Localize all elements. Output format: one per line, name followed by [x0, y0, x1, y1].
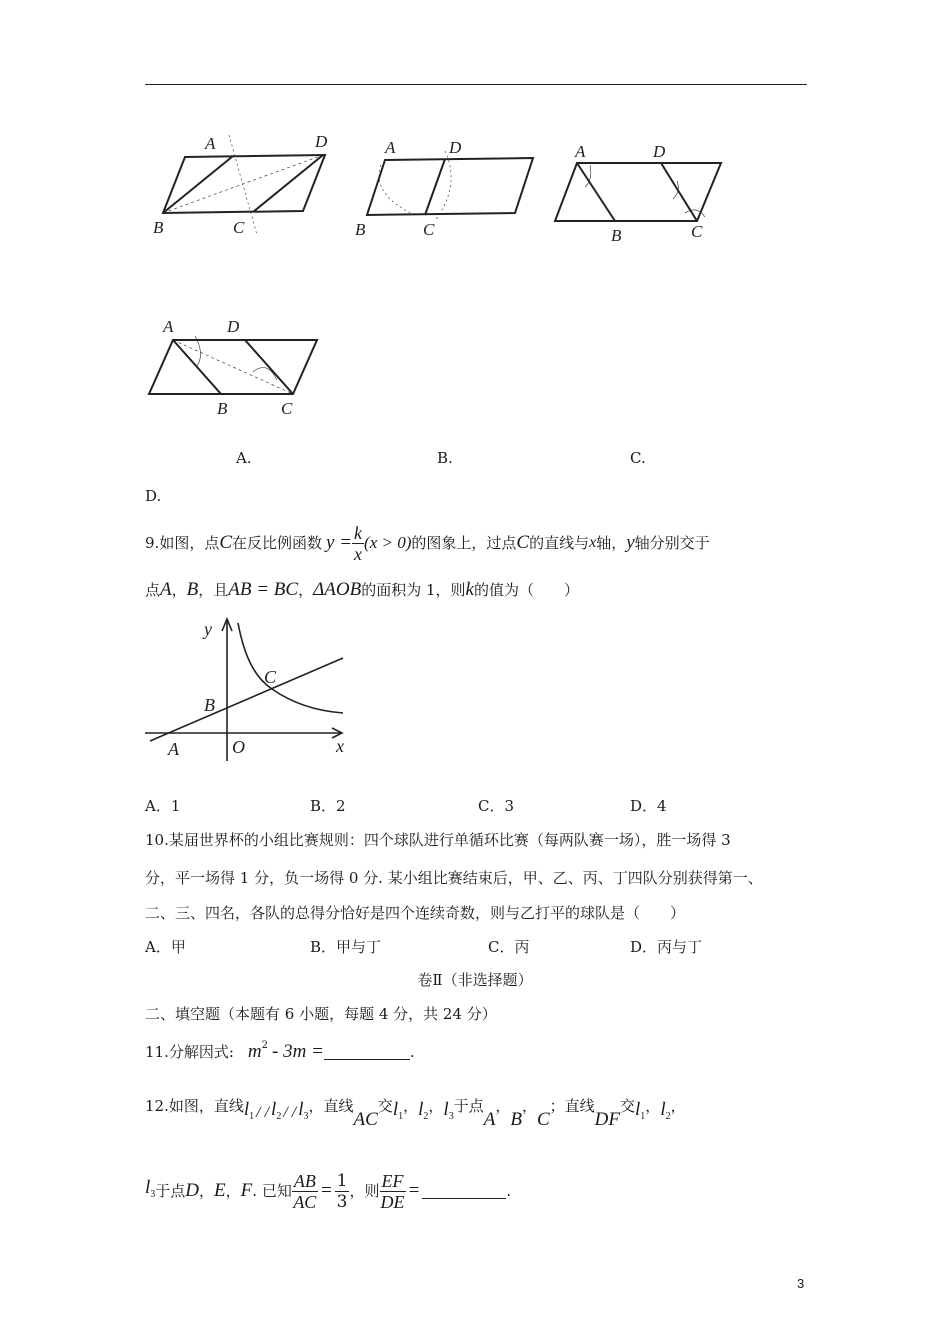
graph-label-b: B — [204, 695, 215, 715]
q9-func-y: y = — [326, 532, 353, 553]
q9-text: 的图象上，过点 — [411, 534, 517, 552]
q9-text: 在反比例函数 — [232, 534, 323, 552]
fig-b-label-d: D — [449, 138, 462, 157]
q11-expr-exponent: 2 — [261, 1040, 269, 1051]
q8-option-c: C. — [630, 449, 646, 467]
frac-num: EF — [381, 1170, 404, 1191]
q9-line-1 — [145, 520, 710, 566]
q12-text: ， — [403, 1097, 419, 1115]
frac-den: DE — [380, 1191, 405, 1212]
fig-b-label-b: B — [355, 220, 366, 239]
sub: 2 — [276, 1110, 282, 1122]
q12-text: ， — [308, 1097, 324, 1115]
frac-num: 1 — [336, 1170, 348, 1191]
q10-option-c: C．丙 — [488, 938, 530, 956]
hyperbola — [238, 623, 343, 713]
frac-num: AB — [293, 1170, 316, 1191]
q9-text: 的直线与 — [529, 534, 590, 552]
q12-end: . — [506, 1182, 512, 1200]
q12-equals: = — [407, 1180, 421, 1201]
q12-text: 直线 — [564, 1097, 595, 1115]
q9-text: ， — [298, 581, 314, 599]
q12-l3 — [298, 1100, 308, 1127]
q12-l1b — [393, 1100, 403, 1127]
q9-func-cond: (x > 0) — [364, 533, 412, 552]
q12-equals: = — [319, 1180, 333, 1201]
line-ac — [150, 658, 343, 741]
line-l: l — [443, 1098, 449, 1120]
frac-den: AC — [293, 1191, 317, 1212]
q9-option-a: A．1 — [145, 797, 181, 815]
q9-text: 的值为（ ） — [473, 581, 579, 599]
fig-c-label-c: C — [691, 222, 703, 241]
q9-text: ，且 — [198, 581, 229, 599]
q12-point-e: E — [214, 1180, 226, 1201]
sub: 2 — [665, 1110, 671, 1122]
line-l: l — [392, 1098, 399, 1120]
q9-text: 点 — [145, 581, 161, 599]
q12-text: ， — [428, 1097, 444, 1115]
q12-text: 交 — [377, 1097, 393, 1115]
q12-frac-one-third — [335, 1171, 350, 1212]
q12-point-d: D — [185, 1180, 200, 1201]
q9-var-c: C — [219, 532, 233, 553]
q12-l3c — [145, 1178, 155, 1205]
q12-text: 直线 — [323, 1097, 354, 1115]
q12-point-f: F — [240, 1180, 253, 1201]
q10-line-3: 二、三、四名，各队的总得分恰好是四个连续奇数，则与乙打平的球队是（ ） — [145, 904, 686, 922]
q9-triangle: ΔAOB — [313, 579, 362, 600]
line-l: l — [635, 1098, 641, 1120]
q12-l2b — [418, 1100, 428, 1127]
q12-line-1 — [145, 1096, 686, 1130]
q9-text: ， — [171, 581, 187, 599]
fig-c-label-a: A — [575, 142, 586, 161]
fig-a-label-d: D — [315, 132, 328, 151]
sub: 2 — [423, 1110, 429, 1122]
q12-point-b: B — [510, 1109, 522, 1130]
q12-l2c — [660, 1100, 670, 1127]
q9-option-d: D．4 — [630, 797, 667, 815]
graph-label-o: O — [232, 737, 245, 757]
q10-option-a: A．甲 — [145, 938, 186, 956]
fig-a-label-a: A — [205, 134, 216, 153]
sub: 3 — [448, 1110, 454, 1122]
graph-label-y: y — [204, 619, 212, 639]
q12-frac-ab-ac — [292, 1171, 318, 1212]
q12-line-2 — [145, 1166, 511, 1216]
q8-option-a: A. — [236, 449, 252, 467]
q12-text: ； — [549, 1097, 565, 1115]
fig-b-label-a: A — [385, 138, 396, 157]
q11-expr-m: m — [247, 1041, 262, 1062]
frac-den: x — [354, 543, 363, 564]
q12-text: ，则 — [349, 1182, 380, 1200]
q9-var-k: k — [465, 579, 474, 600]
q12-l1c — [635, 1100, 645, 1127]
q12-text: ， — [199, 1182, 215, 1200]
figure-option-d — [145, 310, 345, 420]
line-l: l — [145, 1176, 151, 1198]
q12-l2 — [271, 1100, 281, 1127]
fill-in-header: 二、填空题（本题有 6 小题，每题 4 分，共 24 分） — [145, 1005, 497, 1023]
fig-d-label-d: D — [227, 317, 240, 336]
q11-answer-blank[interactable] — [324, 1045, 410, 1060]
q12-text: 于点 — [453, 1097, 484, 1115]
q9-var-y: y — [626, 532, 635, 553]
q11-end: . — [409, 1043, 415, 1061]
q9-option-b: B．2 — [310, 797, 346, 815]
q9-text: 如图，点 — [159, 534, 220, 552]
q12-text: ， — [670, 1097, 686, 1115]
q12-parallel: / / — [283, 1104, 297, 1121]
q9-var-b: B — [186, 579, 199, 600]
frac-den: 3 — [336, 1191, 348, 1212]
q11-label: 11.分解因式: — [145, 1043, 234, 1061]
q12-l3b — [443, 1100, 453, 1127]
q9-text: 轴， — [596, 534, 627, 552]
q8-figure-row — [145, 125, 745, 245]
q9-eq-ab: AB = BC — [228, 579, 299, 600]
q11-line — [145, 1037, 415, 1067]
q10-line-1: 10.某届世界杯的小组比赛规则：四个球队进行单循环比赛（每两队赛一场），胜一场得 3 — [145, 831, 731, 849]
line-l: l — [418, 1098, 424, 1120]
q12-text: ， — [521, 1097, 537, 1115]
sub: 3 — [303, 1110, 309, 1122]
fig-d-label-c: C — [281, 399, 293, 418]
q12-point-a: A — [483, 1109, 496, 1130]
fig-d-label-a: A — [163, 317, 174, 336]
q12-l1 — [244, 1100, 254, 1127]
line-l: l — [660, 1098, 666, 1120]
frac-num: k — [354, 522, 363, 543]
line-l: l — [243, 1098, 250, 1120]
q12-point-c: C — [536, 1109, 550, 1130]
q12-df: DF — [594, 1109, 620, 1130]
q9-text: 轴分别交于 — [634, 534, 710, 552]
q11-expr-rest: - 3m = — [272, 1041, 324, 1062]
q8-option-d: D. — [145, 487, 162, 505]
q9-var-c2: C — [516, 532, 530, 553]
q10-line-2: 分，平一场得 1 分，负一场得 0 分. 某小组比赛结束后，甲、乙、丙、丁四队分别获得第一、 — [145, 869, 763, 887]
q12-text: 于点 — [155, 1182, 186, 1200]
fig-a-label-c: C — [233, 218, 245, 237]
figure-option-c — [555, 142, 721, 245]
q9-option-c: C．3 — [478, 797, 515, 815]
q12-text: ， — [225, 1182, 241, 1200]
q10-option-b: B．甲与丁 — [310, 938, 382, 956]
q9-text: 的面积为 1，则 — [361, 581, 466, 599]
q9-line-2 — [145, 578, 579, 602]
sub: 1 — [640, 1110, 646, 1122]
page-number: 3 — [797, 1276, 805, 1291]
line-l: l — [271, 1098, 277, 1120]
q12-text: ， — [495, 1097, 511, 1115]
header-rule — [145, 84, 807, 85]
sub: 1 — [249, 1110, 255, 1122]
q9-var-a: A — [160, 579, 172, 600]
q12-text: 12.如图，直线 — [145, 1097, 244, 1115]
fig-d-label-b: B — [217, 399, 228, 418]
figure-option-b — [355, 138, 533, 239]
q12-frac-ef-de — [380, 1171, 406, 1212]
q12-text: ， — [645, 1097, 661, 1115]
figure-option-a — [153, 132, 328, 237]
line-l: l — [298, 1098, 304, 1120]
q9-graph — [140, 615, 355, 765]
q12-text: 交 — [620, 1097, 636, 1115]
section-title: 卷Ⅱ（非选择题） — [417, 971, 533, 989]
fig-a-label-b: B — [153, 218, 164, 237]
q8-option-b: B. — [437, 449, 453, 467]
q12-text: . 已知 — [252, 1182, 292, 1200]
fig-c-label-d: D — [653, 142, 666, 161]
sub: 1 — [398, 1110, 404, 1122]
q12-parallel: / / — [256, 1104, 270, 1121]
graph-label-x: x — [336, 736, 344, 756]
graph-label-c: C — [264, 667, 277, 687]
graph-label-a: A — [168, 739, 179, 759]
q12-ac: AC — [353, 1109, 378, 1130]
fig-c-label-b: B — [611, 226, 622, 245]
q9-func-frac — [352, 523, 364, 564]
q9-number: 9. — [145, 534, 160, 552]
fig-b-label-c: C — [423, 220, 435, 239]
sub: 3 — [150, 1188, 156, 1200]
q9-var-x: x — [589, 534, 597, 551]
q10-option-d: D．丙与丁 — [630, 938, 703, 956]
q12-answer-blank[interactable] — [422, 1184, 506, 1199]
